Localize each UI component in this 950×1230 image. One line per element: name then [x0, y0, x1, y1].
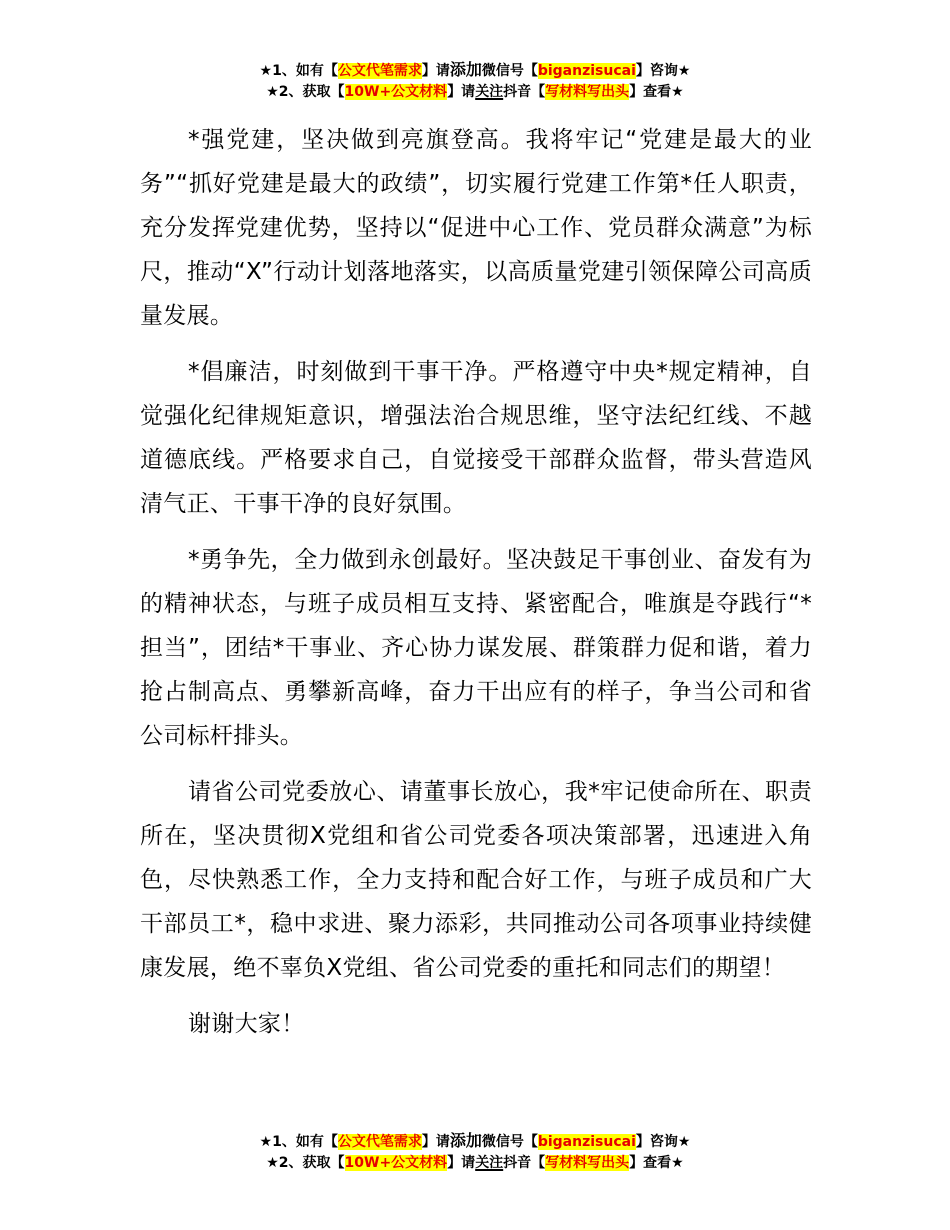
highlight-tag: 公文代笔需求: [337, 63, 422, 79]
body-paragraph: *勇争先，全力做到永创最好。坚决鼓足干事创业、奋发有为的精神状态，与班子成员相互支持、紧密配合，唯旗是夺践行“*担当”，团结*干事业、齐心协力谋发展、群策群力促和谐，着力抢占制高点、勇攀新高峰，奋力干出应有的样子，争当公司和省公司标杆排头。: [140, 547, 812, 749]
footer-banner: [0, 1130, 950, 1174]
douyin-id-highlight: 写材料写出头: [545, 84, 630, 100]
body-paragraph: *强党建，坚决做到亮旗登高。我将牢记“党建是最大的业务”“抓好党建是最大的政绩”，切实履行党建工作第*任人职责，充分发挥党建优势，坚持以“促进中心工作、党员群众满意”为标尺，推动“X”行动计划落地落实，以高质量党建引领保障公司高质量发展。: [140, 127, 812, 329]
wechat-id-highlight: biganzisucai: [537, 1134, 636, 1150]
document-body: [140, 118, 812, 1058]
wechat-id-highlight: biganzisucai: [537, 63, 636, 79]
body-paragraph: *倡廉洁，时刻做到干事干净。严格遵守中央*规定精神，自觉强化纪律规矩意识，增强法治合规思维，坚守法纪红线、不越道德底线。严格要求自己，自觉接受干部群众监督，带头营造风清气正、干事干净的良好氛围。: [140, 359, 812, 517]
footer-banner-line-2: ★2、获取【10W+公文材料】请关注抖音【写材料写出头】查看★: [266, 1155, 684, 1171]
highlight-tag: 10W+公文材料: [344, 84, 448, 100]
header-banner-line-1: ★1、如有【公文代笔需求】请添加微信号【biganzisucai】咨询★: [259, 60, 691, 79]
body-paragraph: 请省公司党委放心、请董事长放心，我*牢记使命所在、职责所在，坚决贯彻X党组和省公司党委各项决策部署，迅速进入角色，尽快熟悉工作，全力支持和配合好工作，与班子成员和广大干部员工*，稳中求进、聚力添彩，共同推动公司各项事业持续健康发展，绝不辜负X党组、省公司党委的重托和同志们的期望！: [140, 779, 812, 981]
header-banner: [0, 59, 950, 103]
footer-banner-line-1: ★1、如有【公文代笔需求】请添加微信号【biganzisucai】咨询★: [259, 1131, 691, 1150]
closing-line: 谢谢大家！: [188, 1011, 305, 1037]
highlight-tag: 10W+公文材料: [344, 1155, 448, 1171]
douyin-id-highlight: 写材料写出头: [545, 1155, 630, 1171]
highlight-tag: 公文代笔需求: [337, 1134, 422, 1150]
header-banner-line-2: ★2、获取【10W+公文材料】请关注抖音【写材料写出头】查看★: [266, 84, 684, 100]
